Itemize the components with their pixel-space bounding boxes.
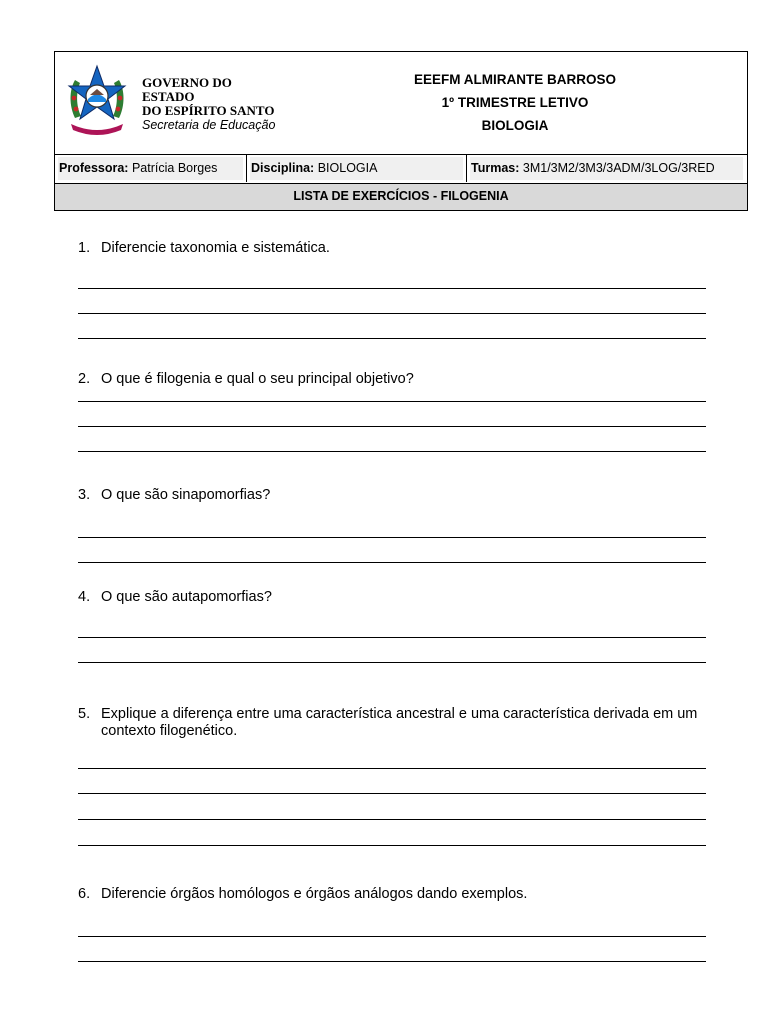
question-number: 2. (78, 371, 91, 387)
trimester-text: 1º TRIMESTRE LETIVO (441, 95, 589, 110)
question-5 (78, 706, 718, 740)
subject-title: BIOLOGIA (481, 118, 549, 133)
answer-line[interactable] (78, 936, 706, 937)
question-number: 5. (78, 706, 91, 722)
answer-line[interactable] (78, 819, 706, 820)
question-number: 4. (78, 589, 91, 605)
answer-line[interactable] (78, 313, 706, 314)
answer-line[interactable] (78, 338, 706, 339)
answer-line[interactable] (78, 562, 706, 563)
answer-line[interactable] (78, 662, 706, 663)
gov-line-2: ESTADO (142, 89, 195, 104)
answer-line[interactable] (78, 401, 706, 402)
gov-line-1: GOVERNO DO (142, 75, 232, 90)
question-number: 3. (78, 487, 91, 503)
state-coat-of-arms-icon (61, 62, 133, 138)
question-4 (78, 589, 718, 606)
answer-line[interactable] (78, 537, 706, 538)
government-block (142, 76, 275, 132)
header-top-row (55, 52, 747, 154)
question-text: Diferencie órgãos homólogos e órgãos análogos dando exemplos. (101, 886, 528, 902)
answer-line[interactable] (78, 768, 706, 769)
question-text: Diferencie taxonomia e sistemática. (101, 240, 330, 256)
gov-line-3: DO ESPÍRITO SANTO (142, 103, 275, 118)
classes-value: 3M1/3M2/3M3/3ADM/3LOG/3RED (522, 161, 715, 175)
question-text: O que é filogenia e qual o seu principal objetivo? (101, 371, 414, 387)
question-number: 1. (78, 240, 91, 256)
answer-line[interactable] (78, 845, 706, 846)
info-row (55, 154, 747, 183)
answer-line[interactable] (78, 451, 706, 452)
teacher-label: Professora: (59, 161, 129, 175)
list-title: LISTA DE EXERCÍCIOS - FILOGENIA (55, 183, 747, 210)
question-1 (78, 240, 718, 257)
answer-line[interactable] (78, 288, 706, 289)
school-name: EEEFM ALMIRANTE BARROSO (414, 72, 616, 87)
question-2 (78, 371, 718, 388)
question-text: O que são autapomorfias? (101, 589, 272, 605)
header-table (54, 51, 748, 211)
discipline-label: Disciplina: (251, 161, 315, 175)
answer-line[interactable] (78, 637, 706, 638)
secretaria-text: Secretaria de Educação (142, 118, 276, 132)
question-number: 6. (78, 886, 91, 902)
teacher-cell (55, 155, 247, 182)
answer-line[interactable] (78, 793, 706, 794)
question-text: O que são sinapomorfias? (101, 487, 271, 503)
question-text: Explique a diferença entre uma característica ancestral e uma característica derivada em um contexto filogenético. (101, 706, 698, 739)
answer-line[interactable] (78, 426, 706, 427)
question-6 (78, 886, 718, 903)
question-3 (78, 487, 718, 504)
answer-line[interactable] (78, 961, 706, 962)
classes-label: Turmas: (471, 161, 520, 175)
discipline-cell (247, 155, 467, 182)
discipline-value: BIOLOGIA (317, 161, 378, 175)
classes-cell (467, 155, 746, 182)
teacher-value: Patrícia Borges (131, 161, 218, 175)
